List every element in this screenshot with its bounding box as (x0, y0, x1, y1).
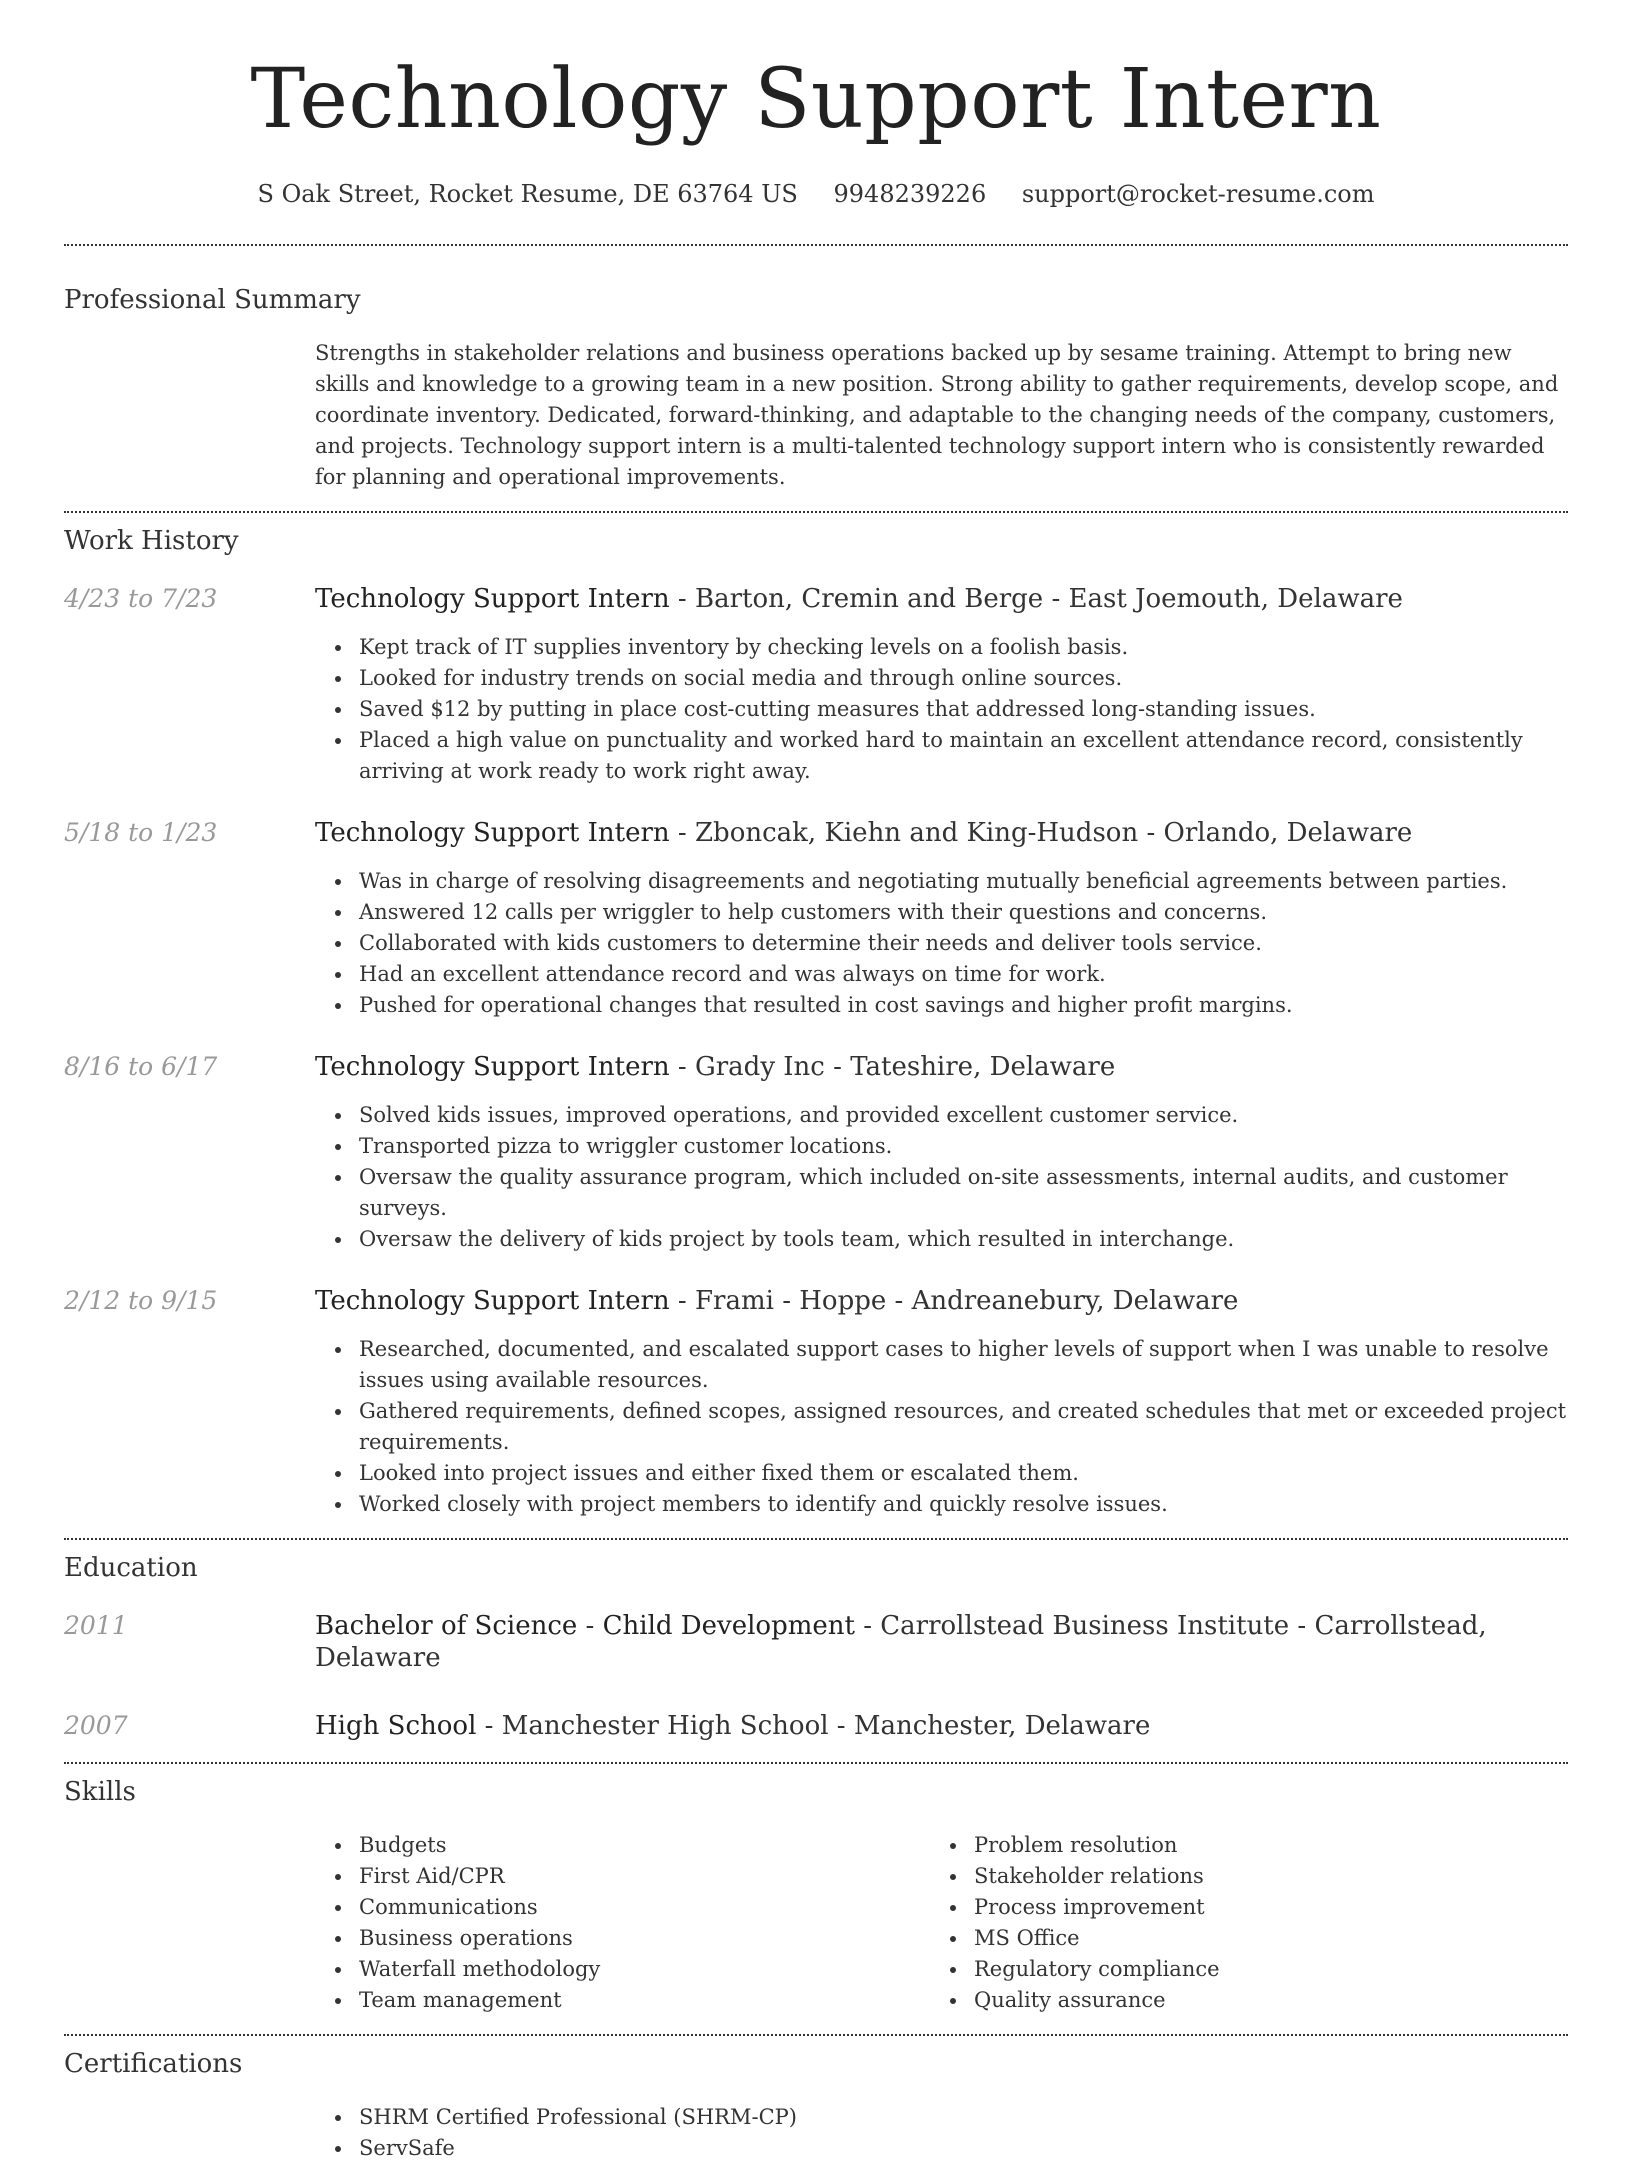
certification-item: ServSafe (315, 2133, 1568, 2164)
job-dates: 5/18 to 1/23 (64, 818, 218, 847)
job-duties (315, 1100, 1568, 1255)
work-history-section (0, 525, 1632, 1520)
divider (64, 244, 1568, 246)
certifications-list (315, 2102, 1568, 2164)
job-duty: Solved kids issues, improved operations, and provided excellent customer service. (315, 1100, 1568, 1131)
job-location: East Joemouth, Delaware (1068, 584, 1403, 614)
skill-item: Quality assurance (930, 1985, 1545, 2016)
job-location: Orlando, Delaware (1163, 818, 1413, 848)
contact-line (0, 178, 1632, 210)
education-heading: Bachelor of Science - Child Development - Carrollstead Business Institute - Carrollstead, Delaware (315, 1611, 1487, 1673)
job-duty: Saved $12 by putting in place cost-cutting measures that addressed long-standing issues. (315, 694, 1568, 725)
job-duty: Researched, documented, and escalated support cases to higher levels of support when I was unable to resolve issues using available resources. (315, 1334, 1568, 1396)
job-dates: 4/23 to 7/23 (64, 584, 218, 613)
skill-item: Communications (315, 1892, 930, 1923)
job-duty: Looked into project issues and either fixed them or escalated them. (315, 1458, 1568, 1489)
section-title-certifications: Certifications (64, 2049, 243, 2079)
skill-item: First Aid/CPR (315, 1861, 930, 1892)
job-duty: Worked closely with project members to identify and quickly resolve issues. (315, 1489, 1568, 1520)
divider (64, 511, 1568, 513)
phone: 9948239226 (833, 180, 987, 208)
section-title-work: Work History (64, 526, 239, 556)
resume-header (0, 0, 1632, 210)
job-entry (64, 1051, 1568, 1255)
skill-item: Business operations (315, 1923, 930, 1954)
divider (64, 1538, 1568, 1540)
job-entry (64, 583, 1568, 787)
skill-item: Budgets (315, 1830, 930, 1861)
job-duty: Pushed for operational changes that resulted in cost savings and higher profit margins. (315, 990, 1568, 1021)
education-heading: High School - Manchester High School - Manchester, Delaware (315, 1711, 1151, 1741)
job-company: Zboncak, Kiehn and King-Hudson (694, 818, 1139, 848)
job-location: Tateshire, Delaware (850, 1052, 1116, 1082)
education-school: Manchester High School (501, 1711, 829, 1741)
job-duty: Answered 12 calls per wriggler to help customers with their questions and concerns. (315, 897, 1568, 928)
job-heading: Technology Support Intern - Barton, Cremin and Berge - East Joemouth, Delaware (315, 584, 1403, 614)
job-duty: Was in charge of resolving disagreements and negotiating mutually beneficial agreements between parties. (315, 866, 1568, 897)
education-field: Child Development (602, 1611, 855, 1641)
skill-item: Stakeholder relations (930, 1861, 1545, 1892)
section-title-summary: Professional Summary (64, 285, 361, 315)
email: support@rocket-resume.com (1021, 180, 1375, 208)
skill-item: Process improvement (930, 1892, 1545, 1923)
skill-item: MS Office (930, 1923, 1545, 1954)
job-company: Frami - Hoppe (694, 1286, 887, 1316)
job-dates: 2/12 to 9/15 (64, 1286, 218, 1315)
job-position: Technology Support Intern (315, 818, 670, 848)
job-duty: Looked for industry trends on social media and through online sources. (315, 663, 1568, 694)
education-degree: Bachelor of Science (315, 1611, 578, 1641)
education-entry (64, 1610, 1568, 1674)
skill-item: Problem resolution (930, 1830, 1545, 1861)
section-title-skills: Skills (64, 1777, 136, 1807)
education-entry (64, 1710, 1568, 1742)
education-location: Manchester, Delaware (853, 1711, 1151, 1741)
job-duty: Placed a high value on punctuality and worked hard to maintain an excellent attendance record, consistently arriving at work ready to work right away. (315, 725, 1568, 787)
certification-item: SHRM Certified Professional (SHRM-CP) (315, 2102, 1568, 2133)
job-position: Technology Support Intern (315, 1286, 670, 1316)
job-duty: Kept track of IT supplies inventory by checking levels on a foolish basis. (315, 632, 1568, 663)
job-company: Grady Inc (694, 1052, 825, 1082)
job-position: Technology Support Intern (315, 584, 670, 614)
job-duty: Had an excellent attendance record and was always on time for work. (315, 959, 1568, 990)
job-dates: 8/16 to 6/17 (64, 1052, 218, 1081)
job-company: Barton, Cremin and Berge (694, 584, 1044, 614)
skills-grid (315, 1830, 1568, 2016)
skill-item: Waterfall methodology (315, 1954, 930, 1985)
job-duties (315, 1334, 1568, 1520)
job-duty: Oversaw the delivery of kids project by tools team, which resulted in interchange. (315, 1224, 1568, 1255)
job-duty: Transported pizza to wriggler customer locations. (315, 1131, 1568, 1162)
education-section (0, 1552, 1632, 1742)
job-duty: Gathered requirements, defined scopes, assigned resources, and created schedules that met or exceeded project requirements. (315, 1396, 1568, 1458)
summary-text: Strengths in stakeholder relations and business operations backed up by sesame training. Attempt to bring new skills and knowledge to a growing team in a new position. Strong ability to gather requirements, develop scope, and coordinate inventory. Dedicated, forward-thinking, and adaptable to the changing needs of the company, customers, and projects. Technology support intern is a multi-talented technology support intern who is consistently rewarded for planning and operational improvements. (315, 341, 1559, 489)
address: S Oak Street, Rocket Resume, DE 63764 US (257, 180, 798, 208)
job-entry (64, 1285, 1568, 1520)
skill-item: Regulatory compliance (930, 1954, 1545, 1985)
certifications-section (0, 2048, 1632, 2164)
divider (64, 2034, 1568, 2036)
skills-section (0, 1776, 1632, 2016)
skill-item: Team management (315, 1985, 930, 2016)
job-duties (315, 632, 1568, 787)
candidate-name: Technology Support Intern (250, 52, 1382, 147)
job-heading: Technology Support Intern - Zboncak, Kiehn and King-Hudson - Orlando, Delaware (315, 818, 1413, 848)
education-year: 2011 (64, 1611, 128, 1640)
job-entry (64, 817, 1568, 1021)
education-school: Carrollstead Business Institute (880, 1611, 1290, 1641)
job-duty: Collaborated with kids customers to determine their needs and deliver tools service. (315, 928, 1568, 959)
job-duty: Oversaw the quality assurance program, which included on-site assessments, internal audits, and customer surveys. (315, 1162, 1568, 1224)
job-heading: Technology Support Intern - Grady Inc - Tateshire, Delaware (315, 1052, 1116, 1082)
job-duties (315, 866, 1568, 1021)
divider (64, 1762, 1568, 1764)
skills-list-left (315, 1830, 930, 2016)
job-position: Technology Support Intern (315, 1052, 670, 1082)
education-year: 2007 (64, 1711, 128, 1740)
education-location: Carrollstead, Delaware (315, 1611, 1487, 1673)
job-heading: Technology Support Intern - Frami - Hoppe - Andreanebury, Delaware (315, 1286, 1239, 1316)
section-title-education: Education (64, 1553, 198, 1583)
job-location: Andreanebury, Delaware (911, 1286, 1239, 1316)
summary-section (0, 284, 1632, 493)
skills-list-right (930, 1830, 1545, 2016)
education-degree: High School (315, 1711, 477, 1741)
